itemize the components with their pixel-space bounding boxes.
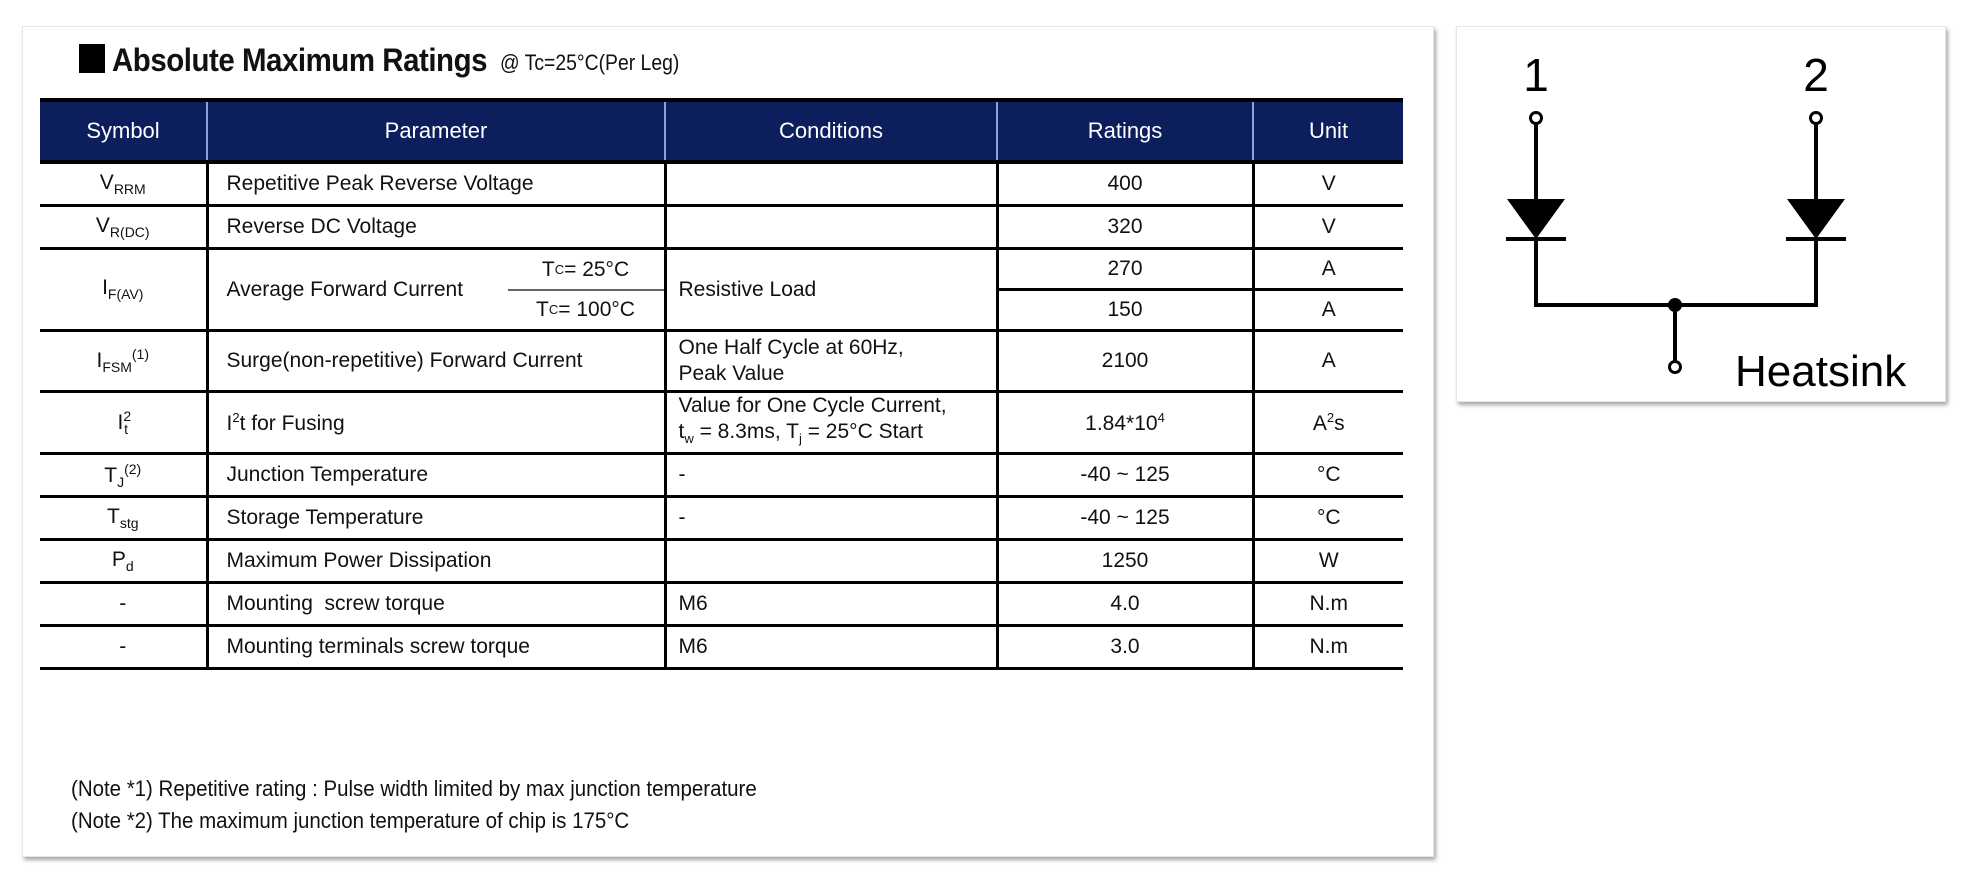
table-header-row [40, 100, 1403, 162]
unit-cell: °C [1253, 497, 1403, 540]
conditions-cell: M6 [665, 583, 997, 626]
pin-2-label: 2 [1803, 49, 1829, 101]
rating-cell [997, 249, 1253, 331]
table-row [40, 162, 1403, 206]
ratings-panel [22, 26, 1434, 857]
pin-1-label: 1 [1523, 49, 1549, 101]
table-row [40, 583, 1403, 626]
unit-cell: N.m [1253, 626, 1403, 669]
circuit-diagram-panel [1456, 26, 1946, 402]
conditions-cell [665, 392, 997, 454]
conditions-cell [665, 540, 997, 583]
unit-value: A [1255, 250, 1404, 291]
section-header [79, 33, 703, 79]
condition-tc-25: T C = 25°C [508, 251, 664, 291]
parameter-cell: $I^2t$ for Fusing [207, 392, 665, 454]
parameter-cell: Reverse DC Voltage [207, 206, 665, 249]
footnotes [71, 773, 757, 837]
conditions-cell: - [665, 454, 997, 497]
table-row [40, 454, 1403, 497]
unit-cell: W [1253, 540, 1403, 583]
rating-cell: 3.0 [997, 626, 1253, 669]
parameter-cell: Mounting terminals screw torque [207, 626, 665, 669]
footnote-1: (Note *1) Repetitive rating : Pulse width limited by max junction temperature [71, 776, 757, 801]
symbol-cell: $V_{R(DC)}$ [40, 206, 207, 249]
parameter-cell [207, 249, 665, 331]
condition-line: One Half Cycle at 60Hz, [678, 336, 904, 359]
conditions-cell [665, 331, 997, 392]
unit-cell: °C [1253, 454, 1403, 497]
table-row [40, 497, 1403, 540]
table-row [40, 331, 1403, 392]
condition-line: Value for One Cycle Current, [678, 394, 947, 417]
parameter-cell: Junction Temperature [207, 454, 665, 497]
symbol-cell: - [40, 626, 207, 669]
parameter-cell: Storage Temperature [207, 497, 665, 540]
parameter-cell: Repetitive Peak Reverse Voltage [207, 162, 665, 206]
col-header-unit: Unit [1253, 100, 1403, 162]
rating-cell: 4.0 [997, 583, 1253, 626]
table-row [40, 392, 1403, 454]
table-row [40, 626, 1403, 669]
diode-icon [1786, 199, 1846, 239]
parameter-cell: Mounting screw torque [207, 583, 665, 626]
symbol-cell: $P_d$ [40, 540, 207, 583]
table-row [40, 540, 1403, 583]
temperature-conditions [508, 251, 664, 329]
rating-cell: 400 [997, 162, 1253, 206]
table-row [40, 206, 1403, 249]
rating-cell: 1250 [997, 540, 1253, 583]
parameter-cell: Maximum Power Dissipation [207, 540, 665, 583]
col-header-parameter: Parameter [207, 100, 665, 162]
condition-line: $t_w = 8.3ms$, $T_j = 25^\circ C$ Start [678, 420, 923, 447]
terminal-icon [1670, 362, 1681, 373]
symbol-cell: $V_{RRM}$ [40, 162, 207, 206]
rating-value: 150 [1107, 298, 1143, 321]
section-bullet-icon [79, 44, 105, 73]
unit-cell: V [1253, 206, 1403, 249]
unit-cell: $A^2s$ [1253, 392, 1403, 454]
diode-icon [1506, 199, 1566, 239]
rating-cell: -40 ~ 125 [997, 454, 1253, 497]
col-header-conditions: Conditions [665, 100, 997, 162]
unit-cell: V [1253, 162, 1403, 206]
symbol-cell: $T_J^{(2)}$ [40, 454, 207, 497]
symbol-cell: $I_{F(AV)}$ [40, 249, 207, 331]
heatsink-label: Heatsink [1735, 347, 1907, 396]
conditions-cell: Resistive Load [665, 249, 997, 331]
unit-value: A [1321, 298, 1336, 321]
col-header-symbol: Symbol [40, 100, 207, 162]
circuit-diagram [1457, 27, 1945, 401]
ratings-table [40, 98, 1403, 670]
condition-line: Peak Value [678, 362, 785, 385]
parameter-label: Average Forward Current [226, 277, 464, 301]
rating-cell: 2100 [997, 331, 1253, 392]
col-header-ratings: Ratings [997, 100, 1253, 162]
conditions-cell [665, 162, 997, 206]
table-row [40, 249, 1403, 331]
terminal-icon [1811, 113, 1822, 124]
symbol-cell: $T_{stg}$ [40, 497, 207, 540]
section-title: Absolute Maximum Ratings [112, 42, 488, 78]
unit-cell [1253, 249, 1403, 331]
footnote-2: (Note *2) The maximum junction temperature of chip is 175°C [71, 808, 630, 833]
rating-cell: 320 [997, 206, 1253, 249]
section-subtitle: @ Tc=25°C(Per Leg) [499, 50, 679, 75]
rating-value: 270 [999, 250, 1252, 291]
conditions-cell: - [665, 497, 997, 540]
symbol-cell: $I^2_t$ [40, 392, 207, 454]
condition-tc-100: T C = 100°C [536, 297, 635, 321]
conditions-cell: M6 [665, 626, 997, 669]
symbol-cell: $I_{FSM}^{(1)}$ [40, 331, 207, 392]
rating-cell: $1.84*10^4$ [997, 392, 1253, 454]
conditions-cell [665, 206, 997, 249]
symbol-cell: - [40, 583, 207, 626]
unit-cell: N.m [1253, 583, 1403, 626]
parameter-cell: Surge(non-repetitive) Forward Current [207, 331, 665, 392]
unit-cell: A [1253, 331, 1403, 392]
terminal-icon [1531, 113, 1542, 124]
rating-cell: -40 ~ 125 [997, 497, 1253, 540]
